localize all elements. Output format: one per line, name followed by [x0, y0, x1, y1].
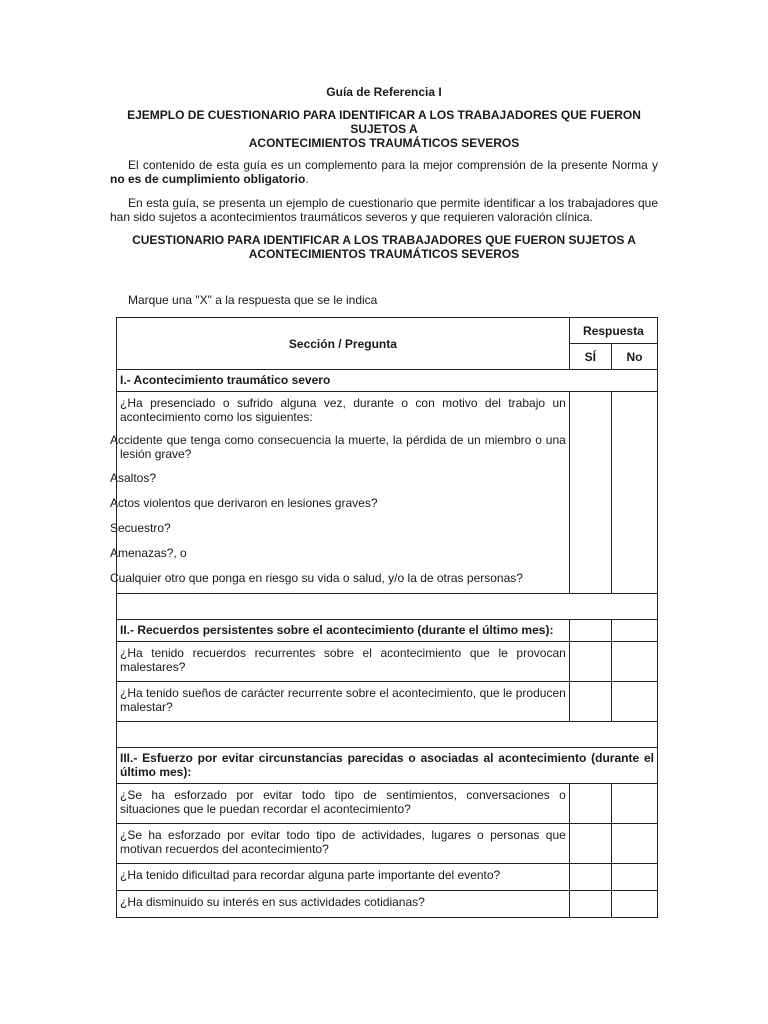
- spacer-cell: [117, 594, 658, 620]
- section-1-question-cell: [110, 392, 570, 594]
- question-row: [117, 784, 658, 824]
- questionnaire-title-line-1: CUESTIONARIO PARA IDENTIFICAR A LOS TRABAJADORES QUE FUERON SUJETOS A: [132, 233, 636, 247]
- guide-title: Guía de Referencia I: [326, 85, 442, 99]
- section-2-title: II.- Recuerdos persistentes sobre el acontecimiento (durante el último mes):: [117, 620, 570, 642]
- question-row: [117, 642, 658, 682]
- question-row: [117, 891, 658, 918]
- question-cell: ¿Ha disminuido su interés en sus actividades cotidianas?: [117, 891, 570, 918]
- question-cell: ¿Se ha esforzado por evitar todo tipo de actividades, lugares o personas que motivan recuerdos del acontecimiento?: [117, 824, 570, 864]
- answer-yes-checkbox[interactable]: [569, 392, 611, 594]
- section-1-question: ¿Ha presenciado o sufrido alguna vez, durante o con motivo del trabajo un acontecimiento como los siguientes:: [120, 396, 566, 424]
- intro-p1-text: El contenido de esta guía es un complemento para la mejor comprensión de la presente Norma y: [128, 158, 658, 172]
- instruction-text: Marque una "X" a la respuesta que se le indica: [128, 293, 378, 307]
- list-item: Actos violentos que derivaron en lesiones graves?: [110, 496, 378, 510]
- answer-no-checkbox[interactable]: [611, 784, 657, 824]
- main-title: [110, 108, 658, 150]
- list-item: Secuestro?: [110, 521, 171, 535]
- intro-p1-bold: no es de cumplimiento obligatorio: [110, 172, 306, 186]
- header-question-cell: Sección / Pregunta: [117, 318, 570, 370]
- question-cell: ¿Se ha esforzado por evitar todo tipo de sentimientos, conversaciones o situaciones que le puedan recordar el acontecimiento?: [117, 784, 570, 824]
- section-1-row: [117, 370, 658, 392]
- answer-no-checkbox[interactable]: [611, 392, 657, 594]
- list-item: Asaltos?: [110, 471, 157, 485]
- questionnaire-title: [110, 233, 658, 261]
- questionnaire-table: [110, 317, 658, 918]
- intro-paragraph-2: En esta guía, se presenta un ejemplo de cuestionario que permite identificar a los trabajadores que han sido sujetos a acontecimientos traumáticos severos y que requieren valoración clínica.: [110, 196, 658, 224]
- answer-no-checkbox[interactable]: [611, 864, 657, 891]
- question-cell: ¿Ha tenido dificultad para recordar alguna parte importante del evento?: [117, 864, 570, 891]
- header-answer-cell: Respuesta: [569, 318, 657, 344]
- question-row: [117, 864, 658, 891]
- intro-paragraph-1: [110, 158, 658, 186]
- header-yes-cell: SÍ: [569, 344, 611, 370]
- section-3-title: III.- Esfuerzo por evitar circunstancias parecidas o asociadas al acontecimiento (durante el último mes):: [117, 748, 658, 784]
- spacer-row: [117, 594, 658, 620]
- answer-no-checkbox[interactable]: [611, 891, 657, 918]
- section-2-yes-cell: [569, 620, 611, 642]
- answer-yes-checkbox[interactable]: [569, 642, 611, 682]
- answer-no-checkbox[interactable]: [611, 682, 657, 722]
- question-cell: ¿Ha tenido sueños de carácter recurrente sobre el acontecimiento, que le producen malestar?: [117, 682, 570, 722]
- header-row: [117, 318, 658, 344]
- spacer-cell: [117, 722, 658, 748]
- main-title-line-1: EJEMPLO DE CUESTIONARIO PARA IDENTIFICAR A LOS TRABAJADORES QUE FUERON: [127, 108, 641, 122]
- question-row: [117, 824, 658, 864]
- answer-yes-checkbox[interactable]: [569, 864, 611, 891]
- section-3-row: [117, 748, 658, 784]
- header-no-cell: No: [611, 344, 657, 370]
- answer-no-checkbox[interactable]: [611, 642, 657, 682]
- answer-yes-checkbox[interactable]: [569, 891, 611, 918]
- answer-no-checkbox[interactable]: [611, 824, 657, 864]
- intro-p1-end: .: [305, 172, 309, 186]
- question-cell: ¿Ha tenido recuerdos recurrentes sobre el acontecimiento que le provocan malestares?: [117, 642, 570, 682]
- list-item: Cualquier otro que ponga en riesgo su vida o salud, y/o la de otras personas?: [110, 571, 523, 585]
- list-item: Amenazas?, o: [110, 546, 187, 560]
- answer-yes-checkbox[interactable]: [569, 682, 611, 722]
- list-item: Accidente que tenga como consecuencia la muerte, la pérdida de un miembro o una lesión grave?: [110, 433, 566, 461]
- spacer-row: [117, 722, 658, 748]
- section-1-title: I.- Acontecimiento traumático severo: [117, 370, 658, 392]
- answer-yes-checkbox[interactable]: [569, 824, 611, 864]
- section-2-no-cell: [611, 620, 657, 642]
- answer-yes-checkbox[interactable]: [569, 784, 611, 824]
- main-title-line-3: ACONTECIMIENTOS TRAUMÁTICOS SEVEROS: [248, 136, 520, 150]
- question-row: [117, 682, 658, 722]
- section-2-row: [117, 620, 658, 642]
- questionnaire-title-line-2: ACONTECIMIENTOS TRAUMÁTICOS SEVEROS: [248, 247, 520, 261]
- main-title-line-2: SUJETOS A: [350, 122, 418, 136]
- section-1-question-row: [117, 392, 658, 594]
